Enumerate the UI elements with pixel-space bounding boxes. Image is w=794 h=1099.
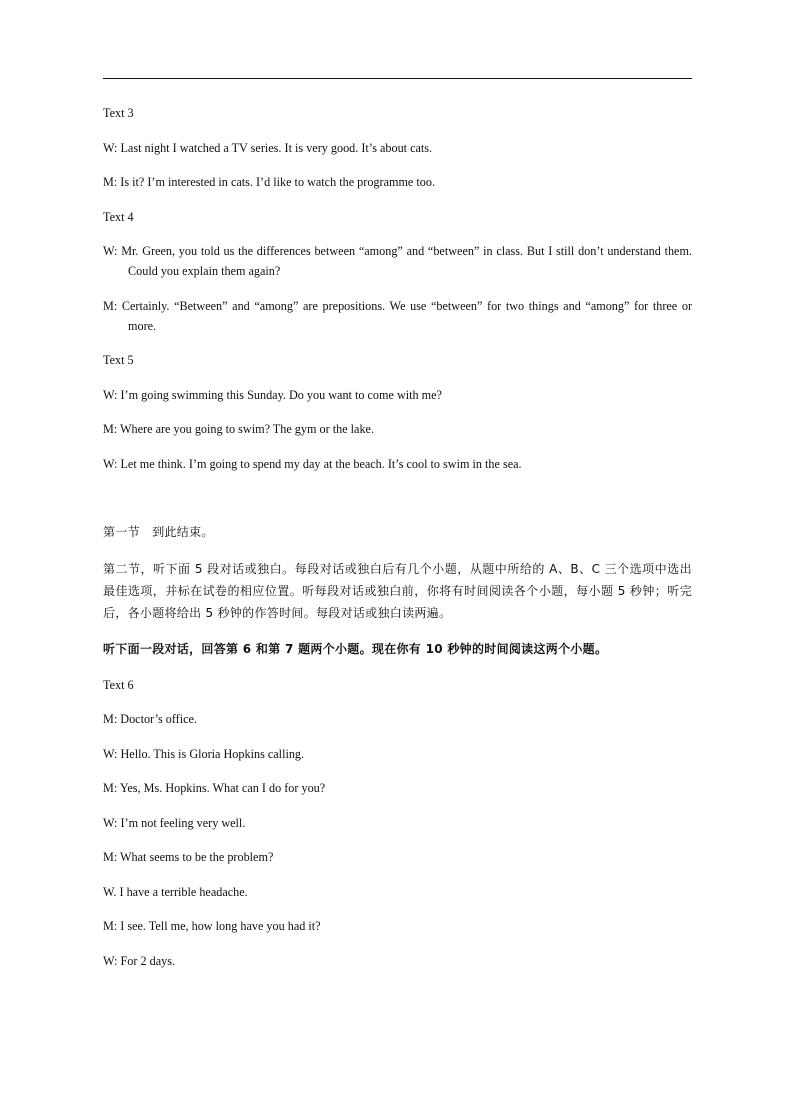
header-rule xyxy=(103,78,692,79)
text5-line-1: W: I’m going swimming this Sunday. Do you want to come with me? xyxy=(103,387,442,402)
transcript-content xyxy=(103,103,692,985)
text5-line-3: W: Let me think. I’m going to spend my day at the beach. It’s cool to swim in the sea. xyxy=(103,456,522,471)
text5-line-2: M: Where are you going to swim? The gym or the lake. xyxy=(103,422,374,436)
section-gap xyxy=(103,488,692,521)
text6-label: Text 6 xyxy=(103,677,134,692)
text4-line-2: M: Certainly. “Between” and “among” are prepositions. We use “between” for two things and “among” for three or more. xyxy=(103,298,692,333)
text3-line-1: W: Last night I watched a TV series. It is very good. It’s about cats. xyxy=(103,140,433,155)
text4-label: Text 4 xyxy=(103,209,134,224)
text4-line-1: W: Mr. Green, you told us the differences between “among” and “between” in class. But I still don’t understand them. Could you explain them again? xyxy=(103,244,692,278)
text6-line-8: W: For 2 days. xyxy=(103,953,175,968)
text6-line-6: W. I have a terrible headache. xyxy=(103,884,248,899)
text6-line-7: M: I see. Tell me, how long have you had it? xyxy=(103,919,321,933)
text6-line-4: W: I’m not feeling very well. xyxy=(103,815,246,830)
text6-instruction: 听下面一段对话，回答第 6 和第 7 题两个小题。现在你有 10 秒钟的时间阅读这两个小题。 xyxy=(103,642,608,656)
text5-label: Text 5 xyxy=(103,353,134,367)
text3-line-2: M: Is it? I’m interested in cats. I’d like to watch the programme too. xyxy=(103,175,436,189)
text3-label: Text 3 xyxy=(103,106,134,120)
text6-line-1: M: Doctor’s office. xyxy=(103,712,197,726)
text6-line-5: M: What seems to be the problem? xyxy=(103,850,274,864)
text6-line-2: W: Hello. This is Gloria Hopkins calling. xyxy=(103,746,305,761)
section1-end-note: 第一节 到此结束。 xyxy=(103,525,214,539)
text6-line-3: M: Yes, Ms. Hopkins. What can I do for you? xyxy=(103,781,326,795)
section2-intro: 第二节，听下面 5 段对话或独白。每段对话或独白后有几个小题，从题中所给的 A、B、C 三个选项中选出最佳选项，并标在试卷的相应位置。听每段对话或独白前，你将有时间阅读各个小题，每小题 5 秒钟；听完后，各小题将给出 5 秒钟的作答时间。每段对话或独白读两遍。 xyxy=(103,561,692,620)
